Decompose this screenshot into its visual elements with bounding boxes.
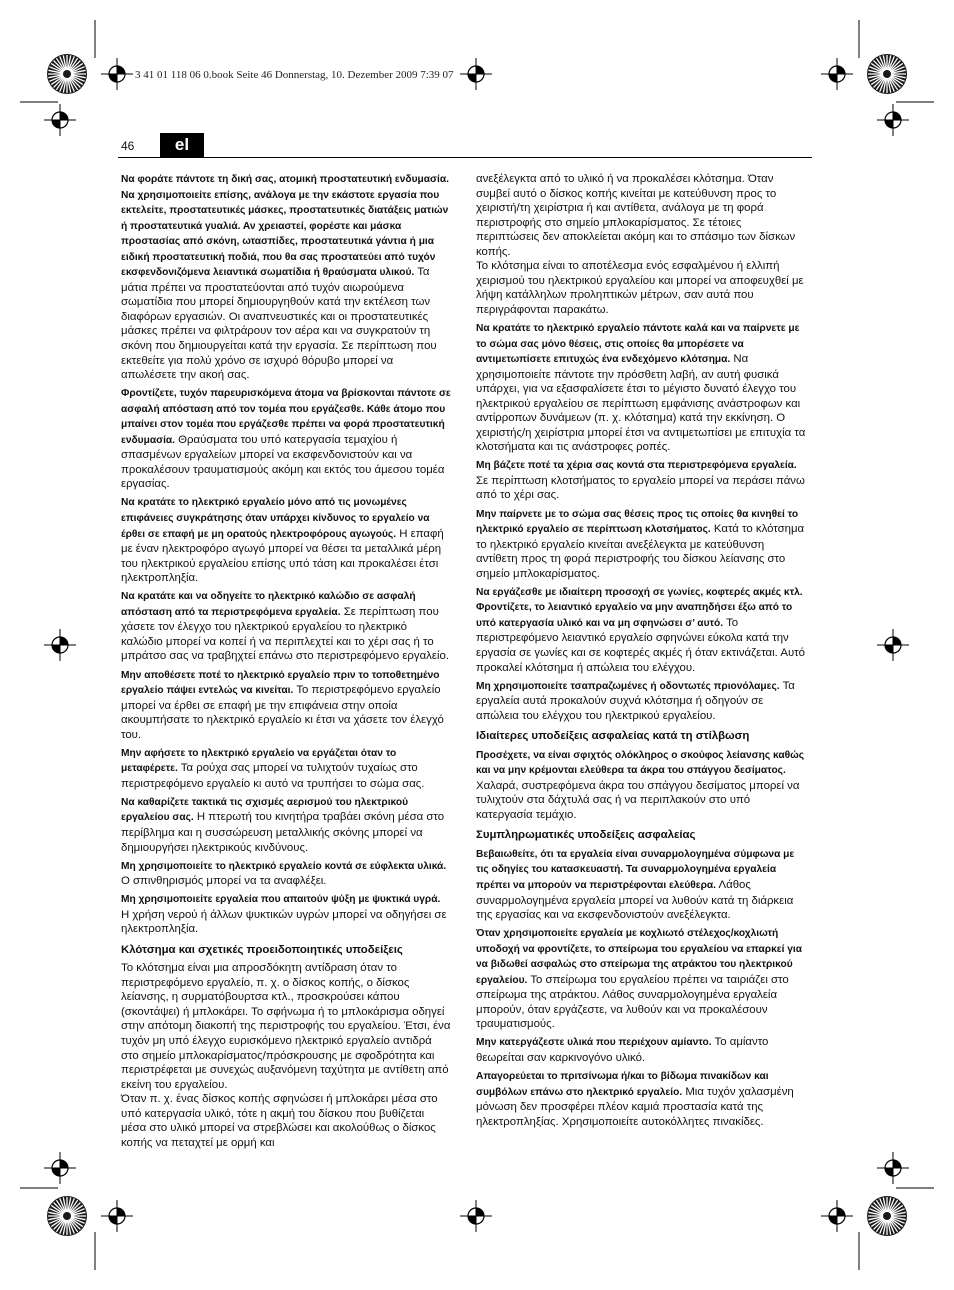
paragraph (121, 746, 451, 792)
registration-target (101, 1200, 133, 1232)
bold-instruction: Μη χρησιμοποιείτε τσαπραζωμένες ή οδοντωτές πριονόλαμες. (476, 680, 780, 692)
explanation-text: Χαλαρά, συστρεφόμενα άκρα του σπάγγου δεσίματος μπορεί να τυλιχτούν στα δάχτυλά σας ή να περιπλακούν στο υπό κατεργασία τεμάχιο. (476, 779, 800, 821)
bold-instruction: Βεβαιωθείτε, ότι τα εργαλεία είναι συναρμολογημένα σύμφωνα με τις οδηγίες του κατασκευαστή. Τα συναρμολογημένα εργαλεία πρέπει να μπορούν να περιστρέφονται ελεύθερα. (476, 848, 795, 892)
right-column (476, 172, 806, 1133)
paragraph: Όταν π. χ. ένας δίσκος κοπής σφηνώσει ή μπλοκάρει μέσα στο υπό κατεργασία υλικό, τότε η ακμή του δίσκου που βυθίζεται μέσα στο υλικό μπορεί να στρεβλώσει και ακολούθως ο δίσκος κοπής να πεταχτεί με ορμή και (121, 1093, 438, 1149)
paragraph (121, 795, 451, 855)
bold-instruction: Μη βάζετε ποτέ τα χέρια σας κοντά στα περιστρεφόμενα εργαλεία. (476, 460, 797, 472)
paragraph (476, 926, 806, 1032)
paragraph (121, 892, 451, 937)
explanation-text: Σε περίπτωση που χάσετε τον έλεγχο του ηλεκτρικού εργαλείου το ηλεκτρικό καλώδιο μπορεί να κοπεί ή να περιπλεχτεί και το χέρι σας ή το μπράτσο σας να τραβηχτεί επάνω στο περιστρεφόμενο εργαλείο. (121, 605, 449, 663)
paragraph (476, 458, 806, 503)
registration-target (821, 58, 853, 90)
explanation-text: Το περιστρεφόμενο εργαλείο μπορεί να έρθει σε επαφή με την επιφάνεια στην οποία ακουμπήσατε το ηλεκτρικό εργαλείο κι έτσι να χάσετε τον έλεγχό του. (121, 684, 444, 741)
explanation-text: Τα εργαλεία αυτά προκαλούν συχνά κλότσημα ή οδηγούν σε απώλεια του ελέγχου του ηλεκτρικού εργαλείου. (476, 679, 795, 722)
paragraph (121, 859, 451, 889)
bold-instruction: Όταν χρησιμοποιείτε εργαλεία με κοχλιωτό στέλεχος/κοχλιωτή υποδοχή να φροντίζετε, το σπείρωμα του εργαλείου να επαρκεί για να βιδωθεί ασφαλώς στο σπείρωμα της ατράκτου του ηλεκτρικού εργαλείου. (476, 928, 803, 986)
explanation-text: Μια τυχόν χαλασμένη μόνωση δεν προσφέρει πλέον καμιά προστασία κατά της ηλεκτροπληξίας. Χρησιμοποιείτε αυτοκόλλητες πινακίδες. (476, 1085, 794, 1128)
file-header-line: 3 41 01 118 06 0.book Seite 46 Donnerstag, 10. Dezember 2009 7:39 07 (135, 69, 454, 81)
explanation-text: Το περιστρεφόμενο λειαντικό εργαλείο σφηνώνει εύκολα κατά την εργασία σε γωνίες και σε κοφτερές ακμές ή όταν εκτινάζεται. Αυτό προκαλεί κλότσημα ή απώλεια του ελέγχου. (476, 616, 806, 674)
explanation-text: Κατά το κλότσημα το ηλεκτρικό εργαλείο κινείται ανεξέλεγκτα με κατεύθυνση αντίθετη προς τη φορά περιστροφής του δίσκου λείανσης στο σημείο μπλοκαρίσματος. (476, 523, 805, 580)
explanation-text: Η πτερωτή του κινητήρα τραβάει σκόνη μέσα στο περίβλημα και η συσσώρευση μεταλλικής σκόνης μπορεί να δημιουργήσει ηλεκτρικούς κινδύνους. (121, 811, 445, 854)
paragraph: ανεξέλεγκτα από το υλικό ή να προκαλέσει κλότσημα. Όταν συμβεί αυτό ο δίσκος κοπής κινείται με κατεύθυνση προς το χειριστή/τη χειρίστρια ή και αντίθετα, ανάλογα με τη φορά περιστροφής στο σημείο μπλοκαρίσματος. Σε τέτοιες περιπτώσεις δεν αποκλείεται ακόμη και το σπάσιμο των δίσκων κοπής. (476, 173, 796, 258)
registration-target (460, 58, 492, 90)
section-heading: Συμπληρωματικές υποδείξεις ασφαλείας (476, 829, 696, 842)
left-column (121, 172, 451, 1154)
registration-target (44, 104, 76, 136)
registration-target (44, 629, 76, 661)
registration-target (877, 104, 909, 136)
registration-target (877, 1152, 909, 1184)
paragraph: Το κλότσημα είναι μια απροσδόκητη αντίδραση όταν το περιστρεφόμενο εργαλείο, π. χ. ο δίσκος κοπής, ο δίσκος λείανσης, η συρματόβουρτσα κτλ., προσκρούσει κάπου (σκοντάψει) ή μπλοκάρει. Το σφήνωμα ή το μπλοκάρισμα οδηγεί στην απότομη διακοπή της περιστροφής του εργαλείου. Έτσι, ένα τυχόν μη υπό έλεγχο ευρισκόμενο ηλεκτρικό εργαλείο αντιδρά στο σημείο μπλοκαρίσματος/πρόσκρουσης με σφοδρότητα και περιστρέφεται με συνεχώς αυξανόμενη ταχύτητα με αντίθετη από εκείνη του εργαλείου. (121, 962, 451, 1091)
paragraph: Το κλότσημα είναι το αποτέλεσμα ενός εσφαλμένου ή ελλιπή χειρισμού του ηλεκτρικού εργαλείου και μπορεί να αποφευχθεί με λήψη κατάλληλων προληπτικών μέτρων, σαν αυτά που περιγράφονται παρακάτω. (476, 260, 804, 316)
bold-instruction: Φροντίζετε, τυχόν παρευρισκόμενα άτομα να βρίσκονται πάντοτε σε ασφαλή απόσταση από τον τομέα που εργάζεσθε. Κάθε άτομο που μπαίνει στον τομέα που εργάζεσθε πρέπει να φορά προστατευτική ενδυμασία. (121, 388, 451, 446)
color-wheel-bottom-left (47, 1196, 87, 1236)
section-heading: Κλότσημα και σχετικές προειδοποιητικές υποδείξεις (121, 943, 403, 956)
explanation-text: Ο σπινθηρισμός μπορεί να τα αναφλέξει. (121, 875, 327, 888)
paragraph (121, 172, 451, 383)
bold-instruction: Απαγορεύεται το πριτσίνωμα ή/και το βίδωμα πινακίδων και συμβόλων επάνω στο ηλεκτρικό εργαλείο. (476, 1071, 769, 1098)
paragraph (476, 1069, 806, 1129)
registration-target (44, 1152, 76, 1184)
explanation-text: Τα μάτια πρέπει να προστατεύονται από τυχόν αιωρούμενα σωματίδια που μπορεί δημιουργηθούν κατά την εκτέλεση των διαφόρων εργασιών. Οι αναπνευστικές και οι προστατευτικές μάσκες πρέπει να φιλτράρουν τον αέρα και να συγκρατούν τη σκόνη που δημιουργείται κατά την εργασία. Σε περίπτωση που εκτεθείτε για πολύ χρόνο σε ισχυρό θόρυβο μπορεί να απωλέσετε την ακοή σας. (121, 266, 437, 382)
page-number: 46 (121, 139, 135, 153)
explanation-text: Το σπείρωμα του εργαλείου πρέπει να ταιριάζει στο σπείρωμα της ατράκτου. Λάθος συναρμολογημένα εργαλεία μπορούν, όταν εργάζεστε, να λυθούν και να προκαλέσουν τραυματισμούς. (476, 973, 789, 1031)
registration-target (821, 1200, 853, 1232)
bold-instruction: Να καθαρίζετε τακτικά τις σχισμές αερισμού του ηλεκτρικού εργαλείου σας. (121, 796, 409, 824)
paragraph (121, 386, 451, 492)
section-heading: Ιδιαίτερες υποδείξεις ασφαλείας κατά τη στίλβωση (476, 730, 750, 743)
explanation-text: Η επαφή με έναν ηλεκτροφόρο αγωγό μπορεί να θέσει τα μεταλλικά μέρη του ηλεκτρικού εργαλείου επίσης υπό τάση και προκαλέσει έτσι ηλεκτροπληξία. (121, 527, 444, 585)
paragraph (476, 585, 806, 675)
color-wheel-top-right (867, 54, 907, 94)
color-wheel-top-left (47, 54, 87, 94)
language-tab: el (160, 133, 204, 157)
explanation-text: Να χρησιμοποιείτε πάντοτε την πρόσθετη λαβή, αν αυτή φυσικά υπάρχει, για να εξασφαλίσετε έτσι το μέγιστο δυνατό έλεγχο του ηλεκτρικού εργαλείου σε περίπτωση εμφάνισης ανάστροφων και αντίρροπων δυνάμεων (π. χ. κλότσημα) κατά την εκκίνηση. Ο χειριστής/η χειρίστρια μπορεί έτσι να αντιμετωπίσει με επιτυχία τα κλοτσήματα και τις ανάστροφες ροπές. (476, 353, 806, 454)
paragraph (476, 847, 806, 923)
bold-instruction: Μην κατεργάζεστε υλικά που περιέχουν αμίαντο. (476, 1037, 712, 1049)
bold-instruction: Μην παίρνετε με το σώμα σας θέσεις προς τις οποίες θα κινηθεί το ηλεκτρικό εργαλείο σε περίπτωση κλοτσήματος. (476, 508, 799, 536)
paragraph (476, 748, 806, 823)
bold-instruction: Να κρατάτε το ηλεκτρικό εργαλείο πάντοτε καλά και να παίρνετε με το σώμα σας μόνο θέσεις, στις οποίες θα μπορέσετε να αντιμετωπίσετε επιτυχώς ένα ενδεχόμενο κλότσημα. (476, 322, 800, 366)
registration-target (877, 629, 909, 661)
registration-target (460, 1200, 492, 1232)
header-rule (118, 157, 812, 158)
paragraph (121, 589, 451, 664)
paragraph (476, 321, 806, 455)
paragraph (476, 679, 806, 724)
bold-instruction: Μη χρησιμοποιείτε εργαλεία που απαιτούν ψύξη με ψυκτικά υγρά. (121, 894, 441, 906)
explanation-text: Λάθος συναρμολογημένα εργαλεία μπορεί να λυθούν κατά τη διάρκεια της εργασίας και να εκσφενδονιστούν ανεξέλεγκτα. (476, 879, 794, 922)
explanation-text: Σε περίπτωση κλοτσήματος το εργαλείο μπορεί να περάσει πάνω από το χέρι σας. (476, 474, 805, 502)
explanation-text: Θραύσματα του υπό κατεργασία τεμαχίου ή σπασμένων εργαλείων μπορεί να εκσφενδονιστούν και να προκαλέσουν τραυματισμούς ακόμη και εκτός του άμεσου τομέα εργασίας. (121, 433, 445, 491)
bold-instruction: Να κρατάτε το ηλεκτρικό εργαλείο μόνο από τις μονωμένες επιφάνειες συγκράτησης όταν υπάρχει κίνδυνος το εργαλείο να έρθει σε επαφή με μη ορατούς ηλεκτροφόρους αγωγούς. (121, 497, 430, 540)
registration-target (101, 58, 133, 90)
bold-instruction: Μην αφήσετε το ηλεκτρικό εργαλείο να εργάζεται όταν το μεταφέρετε. (121, 747, 397, 775)
explanation-text: Το αμίαντο θεωρείται σαν καρκινογόνο υλικό. (476, 1036, 769, 1065)
paragraph (121, 495, 451, 585)
paragraph (476, 1035, 806, 1065)
bold-instruction: Προσέχετε, να είναι σφιχτός ολόκληρος ο σκούφος λείανσης καθώς και να μην κρέμονται ελεύθερα τα άκρα του σπάγγου δεσίματος. (476, 749, 805, 777)
bold-instruction: Μην αποθέσετε ποτέ το ηλεκτρικό εργαλείο πριν το τοποθετημένο εργαλείο πάψει εντελώς να κινείται. (121, 669, 440, 697)
bold-instruction: Να εργάζεσθε με ιδιαίτερη προσοχή σε γωνίες, κοφτερές ακμές κτλ. Φροντίζετε, το λειαντικό εργαλείο να μην αναπηδήσει έξω από το υπό κατεργασία υλικό και να μη σφηνώσει σ’ αυτό. (476, 586, 803, 629)
explanation-text: Η χρήση νερού ή άλλων ψυκτικών υγρών μπορεί να οδηγήσει σε ηλεκτροπληξία. (121, 908, 447, 936)
paragraph (476, 507, 806, 582)
paragraph (121, 668, 451, 743)
bold-instruction: Να φοράτε πάντοτε τη δική σας, ατομική προστατευτική ενδυμασία. Να χρησιμοποιείτε επίσης, ανάλογα με την εκάστοτε εργασία που εκτελείτε, προστατευτικές μάσκες, προστατευτικές διατάξεις ματιών ή προστατευτικά γυαλιά. Αν χρειαστεί, φορέστε και μάσκα προστασίας από σκόνη, ωτασπίδες, προστατευτικά γάντια ή μια ειδική προστατευτική ποδιά, που θα σας προστατεύει από τυχόν εκσφενδονιζόμενα λειαντικά σωματίδια ή θραύσματα υλικού. (121, 174, 449, 279)
explanation-text: Τα ρούχα σας μπορεί να τυλιχτούν τυχαίως στο περιστρεφόμενο εργαλείο κι αυτό να τρυπήσει το σώμα σας. (121, 762, 425, 790)
bold-instruction: Να κρατάτε και να οδηγείτε το ηλεκτρικό καλώδιο σε ασφαλή απόσταση από τα περιστρεφόμενα εργαλεία. (121, 591, 416, 618)
bold-instruction: Μη χρησιμοποιείτε το ηλεκτρικό εργαλείο κοντά σε εύφλεκτα υλικά. (121, 860, 447, 872)
color-wheel-bottom-right (867, 1196, 907, 1236)
